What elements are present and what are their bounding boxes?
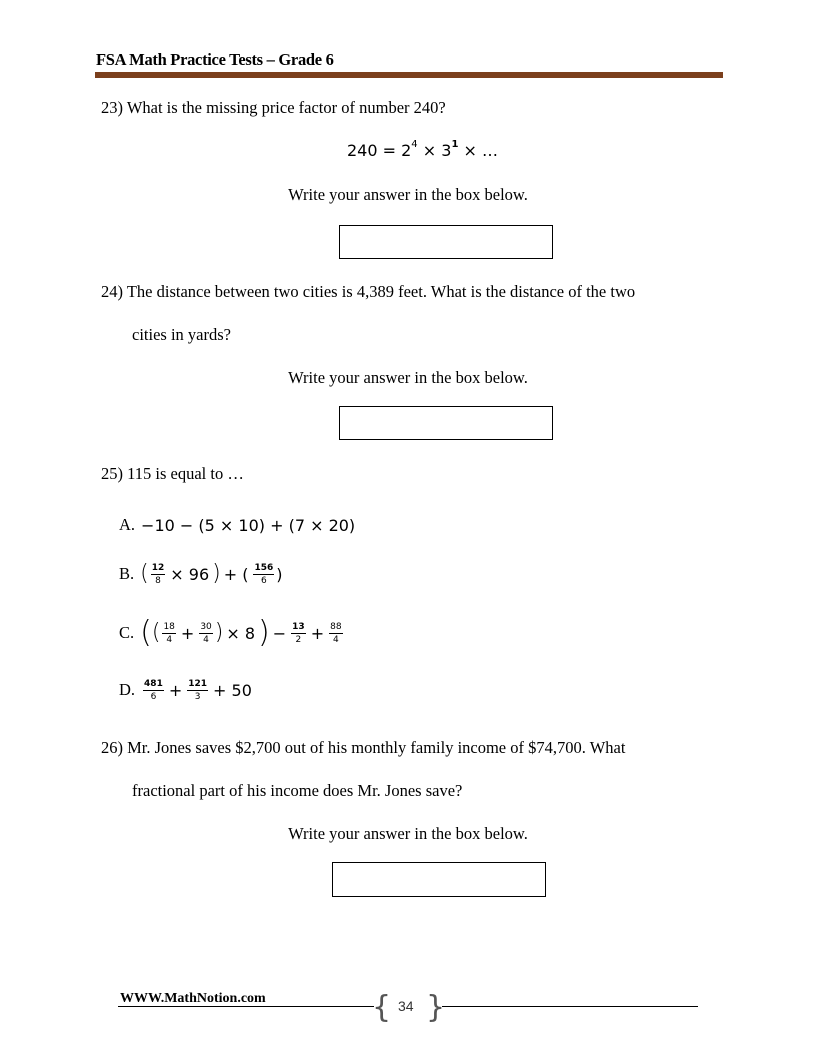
page-bracket-left: { <box>372 990 392 1025</box>
footer-rule-left <box>118 1006 374 1007</box>
question-24-answer-box[interactable] <box>339 406 553 440</box>
question-26 <box>101 738 625 758</box>
option-c-fraction-1: $\frac{18}{4}$ <box>163 621 175 645</box>
question-26-number: 26) <box>101 738 123 757</box>
option-d-letter: D. <box>119 680 136 699</box>
question-25-text: 115 is equal to … <box>127 464 244 483</box>
page-bracket-right: } <box>426 990 446 1025</box>
option-c-letter: C. <box>119 623 135 642</box>
option-b-close-paren: ) <box>276 564 283 584</box>
option-d-term: + 50 <box>213 680 252 700</box>
question-24-instruction: Write your answer in the box below. <box>288 368 528 387</box>
option-b-term: × 96 <box>170 564 210 584</box>
option-b-expression: ( $\frac{12}{8}$ × 96 ) + ( $\frac{156}{6}$ ) <box>140 561 283 586</box>
question-24-line-2: cities in yards? <box>132 325 231 344</box>
option-b-fraction-1: $\frac{12}{8}$ <box>151 562 165 586</box>
question-24-line-1: The distance between two cities is 4,389 feet. What is the distance of the two <box>126 282 636 301</box>
option-a[interactable] <box>119 513 355 537</box>
question-23-equation <box>347 141 498 160</box>
option-c-fraction-4: $\frac{88}{4}$ <box>330 621 342 645</box>
option-d-expression: $\frac{481}{6}$ + $\frac{121}{3}$ + 50 <box>144 678 252 702</box>
option-b-plus: + ( <box>223 564 249 584</box>
question-24 <box>101 282 635 302</box>
question-23-answer-box[interactable] <box>339 225 553 259</box>
option-c-term: × 8 <box>226 623 256 643</box>
page-header-title: FSA Math Practice Tests – Grade 6 <box>96 50 334 69</box>
option-b-letter: B. <box>119 564 135 583</box>
question-25-number: 25) <box>101 464 123 483</box>
equation-mid: × 3 <box>417 141 452 160</box>
option-c-fraction-3: $\frac{13}{2}$ <box>292 621 305 645</box>
option-d-fraction-1: $\frac{481}{6}$ <box>144 678 163 702</box>
question-24-number: 24) <box>101 282 123 301</box>
equation-exponent-2: 1 <box>451 139 459 150</box>
equation-exponent-1: 4 <box>411 139 418 150</box>
question-26-answer-box[interactable] <box>332 862 546 897</box>
option-b-fraction-2: $\frac{156}{6}$ <box>254 562 274 586</box>
question-23-instruction: Write your answer in the box below. <box>288 185 528 204</box>
option-a-expression: −10 − (5 × 10) + (7 × 20) <box>141 515 356 535</box>
option-a-letter: A. <box>119 515 136 534</box>
question-26-line-2: fractional part of his income does Mr. Jones save? <box>132 781 463 800</box>
option-d-fraction-2: $\frac{121}{3}$ <box>188 678 208 702</box>
equation-rhs: × … <box>458 141 498 160</box>
option-c-fraction-2: $\frac{30}{4}$ <box>200 621 212 645</box>
footer-rule-right <box>442 1006 698 1007</box>
equation-lhs: 240 = 2 <box>347 141 412 160</box>
question-23-text: What is the missing price factor of number 240? <box>126 98 446 117</box>
page-number: 34 <box>398 998 414 1014</box>
header-divider <box>95 72 723 78</box>
question-23-number: 23) <box>101 98 123 117</box>
option-c[interactable] <box>119 615 345 651</box>
question-25 <box>101 464 244 484</box>
option-d[interactable] <box>119 674 255 706</box>
option-b[interactable] <box>119 558 283 590</box>
question-23 <box>101 98 446 118</box>
footer-website: WWW.MathNotion.com <box>120 991 266 1006</box>
question-26-line-1: Mr. Jones saves $2,700 out of his monthly family income of $74,700. What <box>127 738 626 757</box>
option-c-expression: ( ( $\frac{18}{4}$ + $\frac{30}{4}$ ) × 8 ) − $\frac{13}{2}$ + $\frac{88}{4}$ <box>140 615 342 650</box>
question-26-instruction: Write your answer in the box below. <box>288 824 528 843</box>
